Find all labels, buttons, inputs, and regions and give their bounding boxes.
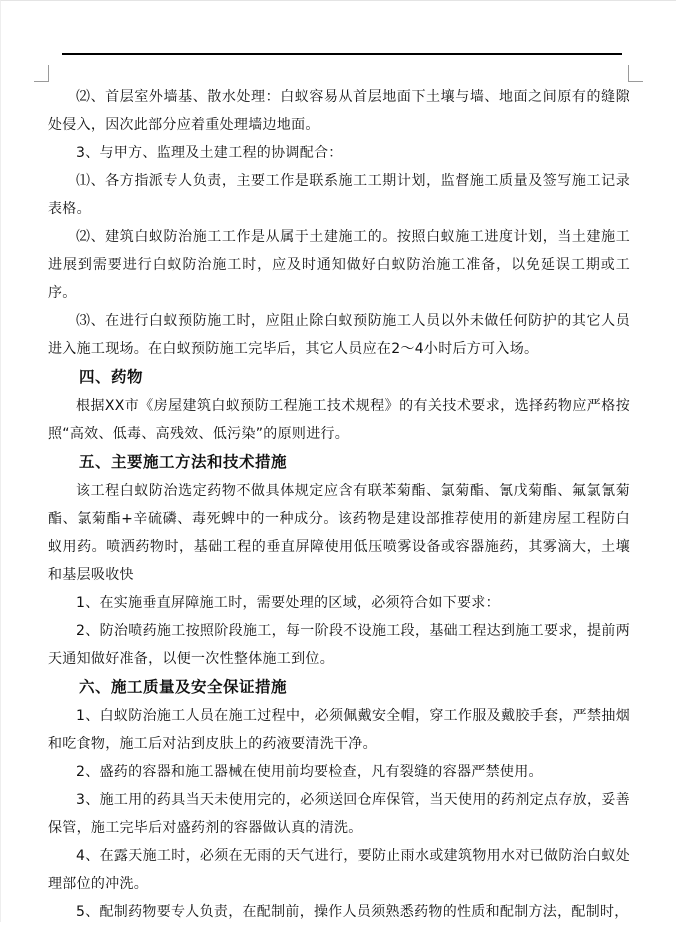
- paragraph: 2、盛药的容器和施工器械在使用前均要检查，凡有裂缝的容器严禁使用。: [76, 764, 543, 780]
- section-heading: 四、药物: [79, 368, 144, 386]
- paragraph: 5、配制药物要专人负责，在配制前，操作人员须熟悉药物的性质和配制方法，配制时，: [76, 904, 629, 920]
- paragraph: 4、在露天施工时，必须在无雨的天气进行，要防止雨水或建筑物用水对已做防治白蚁处理部位的冲洗。: [48, 848, 630, 892]
- paragraph: 1、在实施垂直屏障施工时，需要处理的区域，必须符合如下要求：: [76, 595, 500, 611]
- paragraph: ⑵、首层室外墙基、散水处理：白蚁容易从首层地面下土壤与墙、地面之间原有的缝隙处侵入，因次此部分应着重处理墙边地面。: [48, 89, 630, 133]
- paragraph: 2、防治喷药施工按照阶段施工，每一阶段不设施工段，基础工程达到施工要求，提前两天通知做好准备，以便一次性整体施工到位。: [48, 623, 630, 667]
- crop-mark-right: [628, 65, 643, 82]
- section-heading: 六、施工质量及安全保证措施: [79, 678, 288, 696]
- header-rule: [62, 53, 622, 55]
- paragraph: ⑶、在进行白蚁预防施工时，应阻止除白蚁预防施工人员以外未做任何防护的其它人员进入施工现场。在白蚁预防施工完毕后，其它人员应在2～4小时后方可入场。: [48, 313, 630, 357]
- paragraph: 3、施工用的药具当天未使用完的，必须送回仓库保管，当天使用的药剂定点存放，妥善保管，施工完毕后对盛药剂的容器做认真的清洗。: [48, 792, 630, 836]
- section-heading: 五、主要施工方法和技术措施: [79, 453, 288, 471]
- paragraph: 3、与甲方、监理及土建工程的协调配合：: [76, 145, 343, 161]
- paragraph: 根据XX市《房屋建筑白蚁预防工程施工技术规程》的有关技术要求，选择药物应严格按照“高效、低毒、高残效、低污染”的原则进行。: [48, 398, 630, 442]
- paragraph: ⑵、建筑白蚁防治施工工作是从属于土建施工的。按照白蚁施工进度计划，当土建施工进展到需要进行白蚁防治施工时，应及时通知做好白蚁防治施工准备，以免延误工期或工序。: [48, 229, 630, 301]
- crop-mark-left: [34, 65, 49, 82]
- paragraph: 该工程白蚁防治选定药物不做具体规定应含有联苯菊酯、氯菊酯、氰戊菊酯、氟氯氰菊酯、氯菊酯+辛硫磷、毒死蜱中的一种成分。该药物是建设部推荐使用的新建房屋工程防白蚁用药。喷洒药物时，基础工程的垂直屏障使用低压喷雾设备或容器施药，其雾滴大，土壤和基层吸收快: [48, 483, 630, 583]
- document-body: [48, 83, 630, 926]
- paragraph: ⑴、各方指派专人负责，主要工作是联系施工工期计划，监督施工质量及签写施工记录表格。: [48, 173, 630, 217]
- paragraph: 1、白蚁防治施工人员在施工过程中，必须佩戴安全帽，穿工作服及戴胶手套，严禁抽烟和吃食物，施工后对沾到皮肤上的药液要清洗干净。: [48, 708, 630, 752]
